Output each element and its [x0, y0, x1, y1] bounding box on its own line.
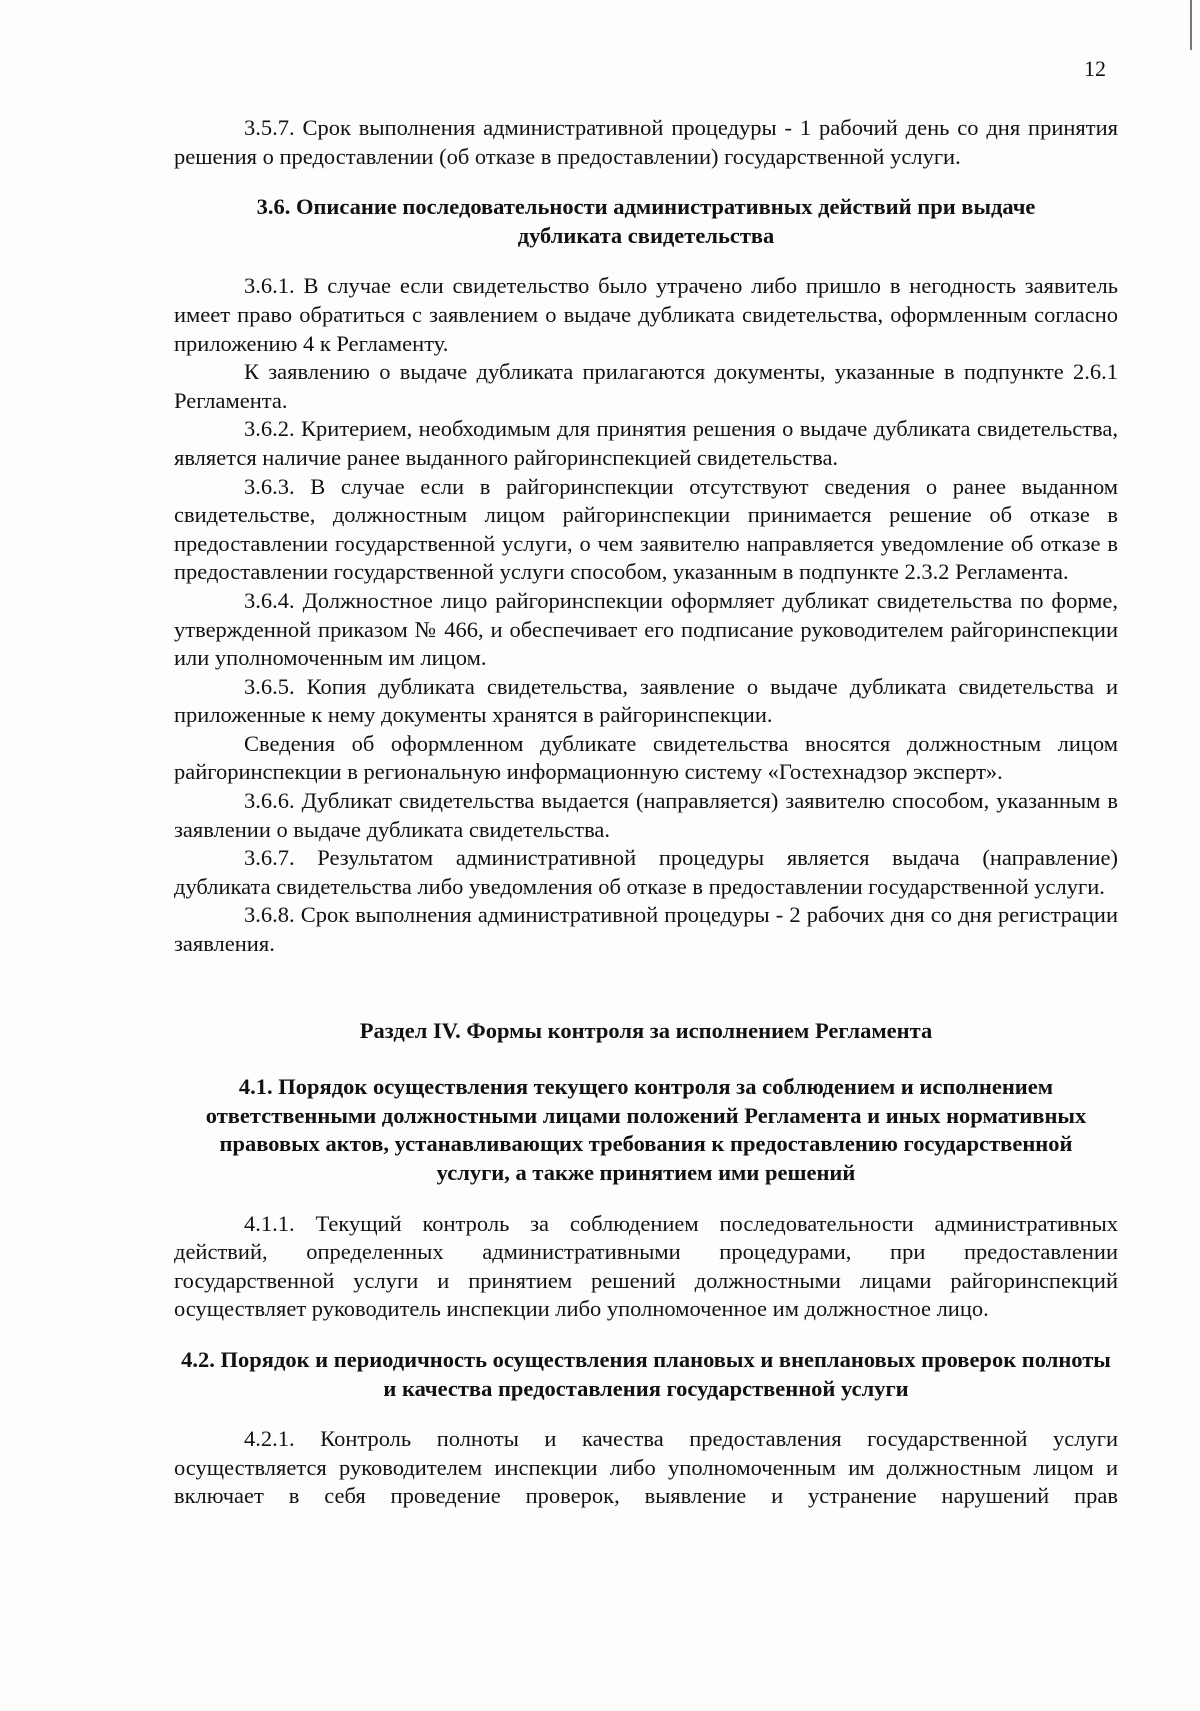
scan-edge-line: [1190, 0, 1192, 50]
section-4-title: Раздел IV. Формы контроля за исполнением Регламента: [359, 1017, 933, 1043]
paragraph-3-6-3: 3.6.3. В случае если в райгоринспекции отсутствуют сведения о ранее выданном свидетельстве, должностным лицом райгоринспекции принимается решение об отказе в предоставлении государственной услуги, о чем заявителю направляется уведомление об отказе в предоставлении государственной услуги способом, указанным в подпункте 2.3.2 Регламента.: [174, 473, 1118, 585]
heading-3-6: 3.6. Описание последовательности административных действий при выдаче дубликата свидетельства: [256, 194, 1036, 248]
paragraph-3-6-5: 3.6.5. Копия дубликата свидетельства, заявление о выдаче дубликата свидетельства и приложенные к нему документы хранятся в райгоринспекции.: [174, 673, 1118, 728]
paragraph-3-6-7: 3.6.7. Результатом административной процедуры является выдача (направление) дубликата свидетельства либо уведомления об отказе в предоставлении государственной услуги.: [174, 845, 1118, 899]
paragraph-3-6-6: 3.6.6. Дубликат свидетельства выдается (направляется) заявителю способом, указанным в заявлении о выдаче дубликата свидетельства.: [174, 788, 1118, 842]
paragraph-3-6-5-registry: Сведения об оформленном дубликате свидетельства вносятся должностным лицом райгоринспекции в региональную информационную систему «Гостехнадзор эксперт».: [174, 730, 1118, 785]
heading-4-2: 4.2. Порядок и периодичность осуществления плановых и внеплановых проверок полноты и качества предоставления государственной услуги: [181, 1346, 1111, 1401]
paragraph-3-5-7: 3.5.7. Срок выполнения административной процедуры - 1 рабочий день со дня принятия решения о предоставлении (об отказе в предоставлении) государственной услуги.: [174, 115, 1118, 169]
paragraph-3-6-8: 3.6.8. Срок выполнения административной процедуры - 2 рабочих дня со дня регистрации заявления.: [174, 902, 1118, 957]
paragraph-4-1-1: 4.1.1. Текущий контроль за соблюдением последовательности административных действий, определенных административными процедурами, при предоставлении государственной услуги и принятием решений должностными лицами райгоринспекций осуществляет руководитель инспекции либо уполномоченное им должностное лицо.: [174, 1210, 1118, 1322]
paragraph-3-6-2: 3.6.2. Критерием, необходимым для принятия решения о выдаче дубликата свидетельства, является наличие ранее выданного райгоринспекцией свидетельства.: [174, 416, 1118, 470]
document-body: [174, 114, 1118, 1511]
paragraph-3-6-1: 3.6.1. В случае если свидетельство было утрачено либо пришло в негодность заявитель имеет право обратиться с заявлением о выдаче дубликата свидетельства, оформленным согласно приложению 4 к Регламенту.: [174, 273, 1118, 356]
paragraph-3-6-1-attachments: К заявлению о выдаче дубликата прилагаются документы, указанные в подпункте 2.6.1 Регламента.: [174, 359, 1118, 413]
page-number: 12: [1084, 56, 1106, 81]
heading-4-1: 4.1. Порядок осуществления текущего контроля за соблюдением и исполнением ответственными должностными лицами положений Регламента и иных нормативных правовых актов, устанавливающих требования к предоставлению государственной услуги, а также принятием ими решений: [205, 1074, 1087, 1185]
paragraph-4-2-1: 4.2.1. Контроль полноты и качества предоставления государственной услуги осуществляется руководителем инспекции либо уполномоченным им должностным лицом и включает в себя проведение проверок, выявление и устранение нарушений прав: [174, 1426, 1118, 1509]
paragraph-3-6-4: 3.6.4. Должностное лицо райгоринспекции оформляет дубликат свидетельства по форме, утвержденной приказом № 466, и обеспечивает его подписание руководителем райгоринспекции или уполномоченным им лицом.: [174, 587, 1118, 671]
